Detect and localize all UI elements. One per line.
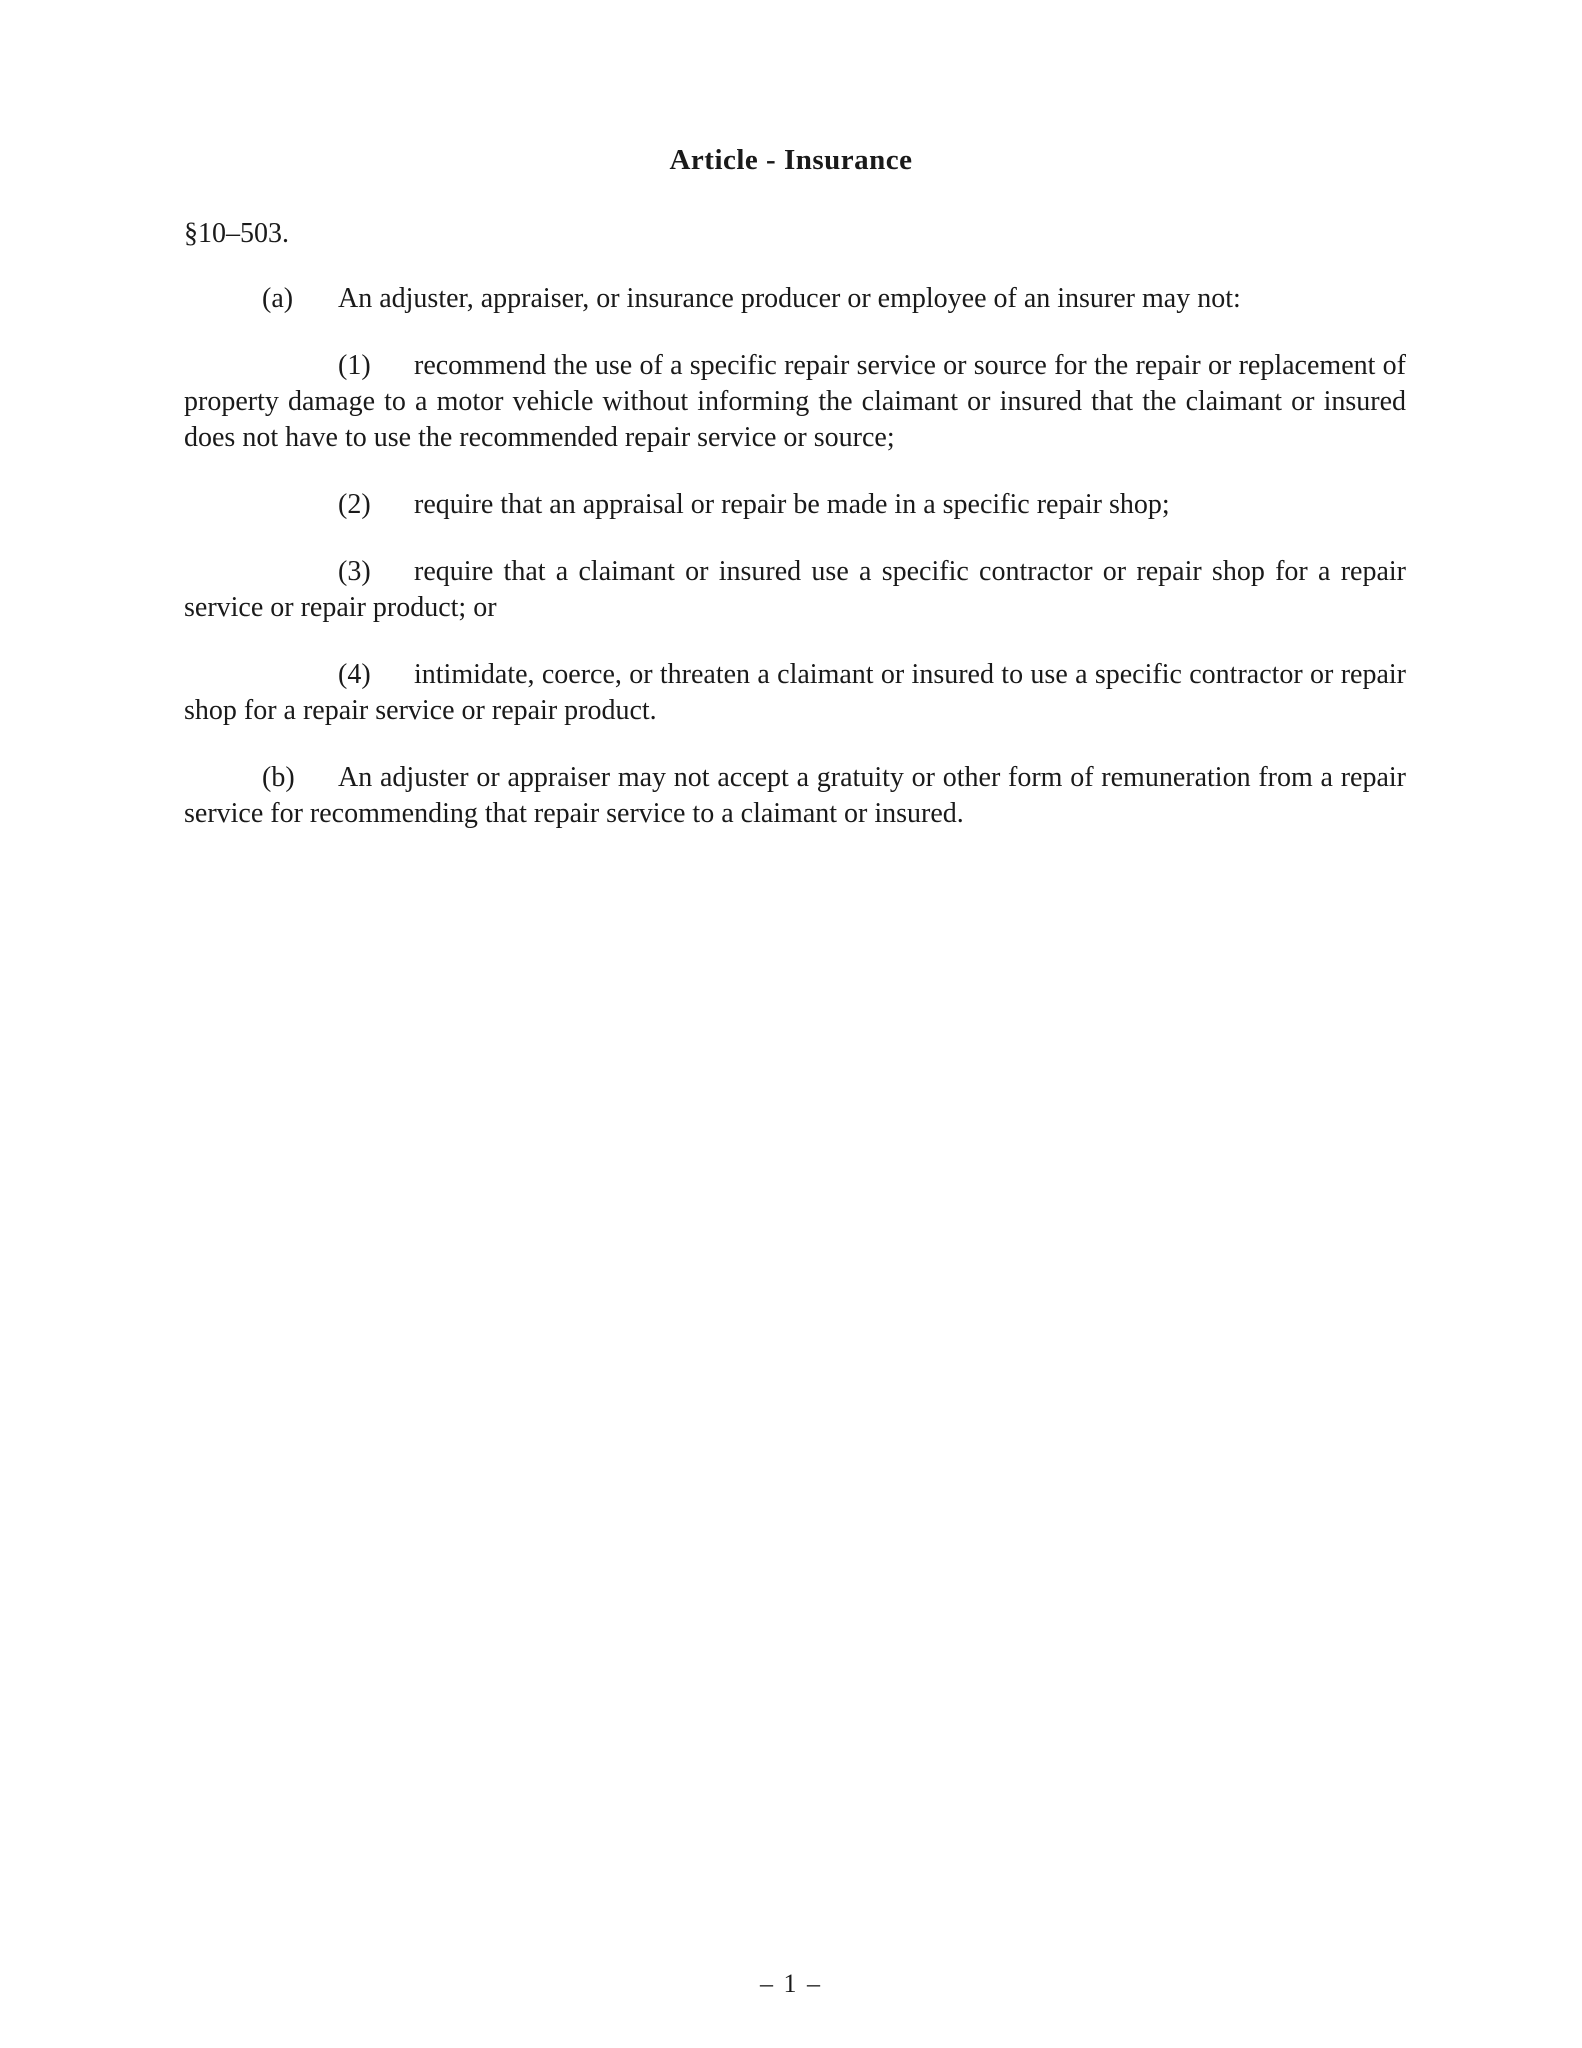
- section-number: §10–503.: [184, 218, 289, 249]
- item-1: [184, 348, 1406, 456]
- item-2-text: require that an appraisal or repair be made in a specific repair shop;: [414, 489, 1170, 520]
- item-4-text: intimidate, coerce, or threaten a claimant or insured to use a specific contractor or repair shop for a repair service or repair product.: [184, 659, 1406, 726]
- subsection-b-text: An adjuster or appraiser may not accept a gratuity or other form of remuneration from a repair service for recommending that repair service to a claimant or insured.: [184, 762, 1406, 829]
- page-number: – 1 –: [760, 1969, 822, 1998]
- item-3-text: require that a claimant or insured use a specific contractor or repair shop for a repair service or repair product; or: [184, 556, 1406, 623]
- item-1-text: recommend the use of a specific repair service or source for the repair or replacement of property damage to a motor vehicle without informing the claimant or insured that the claimant or insured does not have to use the recommended repair service or source;: [184, 350, 1406, 453]
- item-3: [184, 554, 1406, 626]
- item-3-label: (3): [338, 556, 371, 587]
- item-4-label: (4): [338, 659, 371, 690]
- item-2: [184, 487, 1406, 523]
- subsection-a-text: An adjuster, appraiser, or insurance producer or employee of an insurer may not:: [338, 283, 1241, 314]
- item-2-label: (2): [338, 489, 371, 520]
- article-title: Article - Insurance: [669, 144, 913, 176]
- subsection-b-label: (b): [262, 762, 295, 793]
- subsection-b: [184, 760, 1406, 832]
- item-1-label: (1): [338, 350, 371, 381]
- document-body: [184, 216, 1406, 863]
- item-4: [184, 657, 1406, 729]
- subsection-a: [184, 281, 1406, 317]
- subsection-a-label: (a): [262, 283, 294, 314]
